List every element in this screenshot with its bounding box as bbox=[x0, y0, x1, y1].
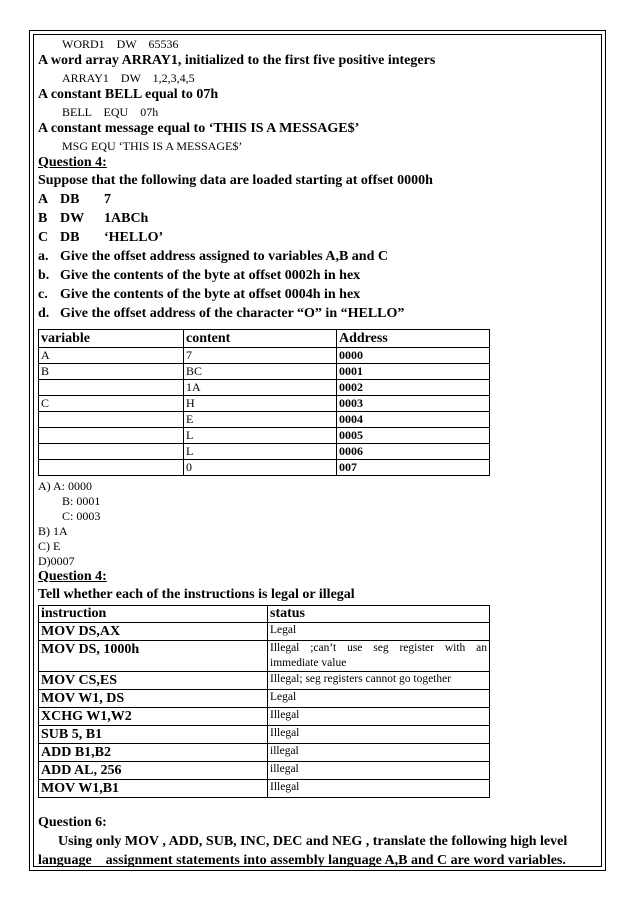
cell-variable: C bbox=[39, 396, 184, 412]
table-row bbox=[39, 348, 490, 364]
cell-instruction: MOV DS,AX bbox=[39, 623, 268, 641]
question-item bbox=[38, 304, 593, 323]
cell-instruction: SUB 5, B1 bbox=[39, 726, 268, 744]
header-address: Address bbox=[337, 330, 490, 348]
cell-instruction: ADD AL, 256 bbox=[39, 762, 268, 780]
question-6-title: Question 6: bbox=[38, 815, 107, 830]
answer-b: B) 1A bbox=[38, 524, 68, 538]
word1-line: WORD1 DW 65536 bbox=[62, 37, 179, 51]
item-label: c. bbox=[38, 287, 48, 302]
cell-variable: A bbox=[39, 348, 184, 364]
def-value: 7 bbox=[104, 192, 111, 207]
cell-status: Legal bbox=[268, 623, 490, 641]
cell-status: illegal bbox=[268, 762, 490, 780]
table-row bbox=[39, 364, 490, 380]
cell-instruction: MOV W1,B1 bbox=[39, 780, 268, 798]
def-type: DB bbox=[60, 192, 80, 207]
table-row bbox=[39, 762, 490, 780]
table-row bbox=[39, 444, 490, 460]
table-row bbox=[39, 380, 490, 396]
cell-instruction: MOV DS, 1000h bbox=[39, 641, 268, 672]
cell-status: Legal bbox=[268, 690, 490, 708]
table-header-row bbox=[39, 330, 490, 348]
cell-variable bbox=[39, 380, 184, 396]
cell-address: 0005 bbox=[337, 428, 490, 444]
header-content: content bbox=[184, 330, 337, 348]
answer-c: C) E bbox=[38, 539, 61, 553]
table-row bbox=[39, 396, 490, 412]
table-row bbox=[39, 690, 490, 708]
question-item bbox=[38, 285, 593, 304]
table-header-row bbox=[39, 606, 490, 623]
cell-content: E bbox=[184, 412, 337, 428]
cell-content: 7 bbox=[184, 348, 337, 364]
cell-status: Illegal bbox=[268, 726, 490, 744]
bell-heading: A constant BELL equal to 07h bbox=[38, 87, 219, 102]
array-line: ARRAY1 DW 1,2,3,4,5 bbox=[62, 71, 195, 85]
cell-variable bbox=[39, 428, 184, 444]
question-item bbox=[38, 247, 593, 266]
question-item bbox=[38, 266, 593, 285]
question-4b-title: Question 4: bbox=[38, 569, 107, 584]
header-instruction: instruction bbox=[39, 606, 268, 623]
cell-instruction: XCHG W1,W2 bbox=[39, 708, 268, 726]
cell-address: 0001 bbox=[337, 364, 490, 380]
item-text: Give the offset address of the character “O” in “HELLO” bbox=[60, 306, 405, 321]
item-label: b. bbox=[38, 268, 50, 283]
table-row bbox=[39, 412, 490, 428]
answer-d: D)0007 bbox=[38, 554, 75, 568]
bell-line: BELL EQU 07h bbox=[62, 105, 159, 119]
table-row bbox=[39, 641, 490, 672]
def-value: 1ABCh bbox=[104, 211, 149, 226]
item-text: Give the contents of the byte at offset 0004h in hex bbox=[60, 287, 361, 302]
offset-table bbox=[38, 329, 490, 476]
table-row bbox=[39, 726, 490, 744]
table-row bbox=[39, 428, 490, 444]
def-type: DW bbox=[60, 211, 85, 226]
cell-content: BC bbox=[184, 364, 337, 380]
def-name: B bbox=[38, 211, 48, 226]
cell-address: 0003 bbox=[337, 396, 490, 412]
cell-content: 0 bbox=[184, 460, 337, 476]
cell-status: Illegal ;can’t use seg register with an immediate value bbox=[268, 641, 490, 672]
cell-address: 007 bbox=[337, 460, 490, 476]
table-row bbox=[39, 623, 490, 641]
cell-status: Illegal; seg registers cannot go together bbox=[268, 672, 490, 690]
cell-content: L bbox=[184, 428, 337, 444]
cell-address: 0004 bbox=[337, 412, 490, 428]
question-4a-title: Question 4: bbox=[38, 155, 107, 170]
data-definition-row bbox=[38, 190, 593, 209]
item-text: Give the offset address assigned to variables A,B and C bbox=[60, 249, 388, 264]
table-row bbox=[39, 744, 490, 762]
cell-instruction: MOV W1, DS bbox=[39, 690, 268, 708]
data-definition-row bbox=[38, 209, 593, 228]
table-row bbox=[39, 708, 490, 726]
cell-instruction: MOV CS,ES bbox=[39, 672, 268, 690]
cell-address: 0006 bbox=[337, 444, 490, 460]
header-variable: variable bbox=[39, 330, 184, 348]
cell-variable: B bbox=[39, 364, 184, 380]
cell-content: H bbox=[184, 396, 337, 412]
document-content bbox=[38, 36, 593, 870]
def-name: C bbox=[38, 230, 49, 245]
answer-a-line2: B: 0001 bbox=[62, 494, 101, 508]
cell-instruction: ADD B1,B2 bbox=[39, 744, 268, 762]
array-heading: A word array ARRAY1, initialized to the first five positive integers bbox=[38, 53, 436, 68]
def-value: ‘HELLO’ bbox=[104, 230, 164, 245]
item-label: d. bbox=[38, 306, 50, 321]
cell-variable bbox=[39, 460, 184, 476]
table-row bbox=[39, 460, 490, 476]
cell-status: Illegal bbox=[268, 780, 490, 798]
def-name: A bbox=[38, 192, 49, 207]
cell-status: illegal bbox=[268, 744, 490, 762]
table-row bbox=[39, 780, 490, 798]
msg-heading: A constant message equal to ‘THIS IS A MESSAGE$’ bbox=[38, 121, 360, 136]
cell-status: Illegal bbox=[268, 708, 490, 726]
answer-a-line3: C: 0003 bbox=[62, 509, 101, 523]
data-definition-row bbox=[38, 228, 593, 247]
answer-a-line1: A) A: 0000 bbox=[38, 479, 92, 493]
cell-address: 0002 bbox=[337, 380, 490, 396]
item-text: Give the contents of the byte at offset 0002h in hex bbox=[60, 268, 361, 283]
question-6-text: Using only MOV , ADD, SUB, INC, DEC and NEG , translate the following high level language assignment statements into assembly language A,B and C are word variables. bbox=[38, 834, 571, 868]
question-4b-intro: Tell whether each of the instructions is legal or illegal bbox=[38, 587, 355, 602]
question-4a-intro: Suppose that the following data are loaded starting at offset 0000h bbox=[38, 173, 433, 188]
table-row bbox=[39, 672, 490, 690]
instruction-table bbox=[38, 605, 490, 798]
cell-address: 0000 bbox=[337, 348, 490, 364]
cell-content: L bbox=[184, 444, 337, 460]
cell-variable bbox=[39, 412, 184, 428]
msg-line: MSG EQU ‘THIS IS A MESSAGE$’ bbox=[62, 139, 243, 153]
def-type: DB bbox=[60, 230, 80, 245]
cell-content: 1A bbox=[184, 380, 337, 396]
item-label: a. bbox=[38, 249, 49, 264]
header-status: status bbox=[268, 606, 490, 623]
cell-variable bbox=[39, 444, 184, 460]
